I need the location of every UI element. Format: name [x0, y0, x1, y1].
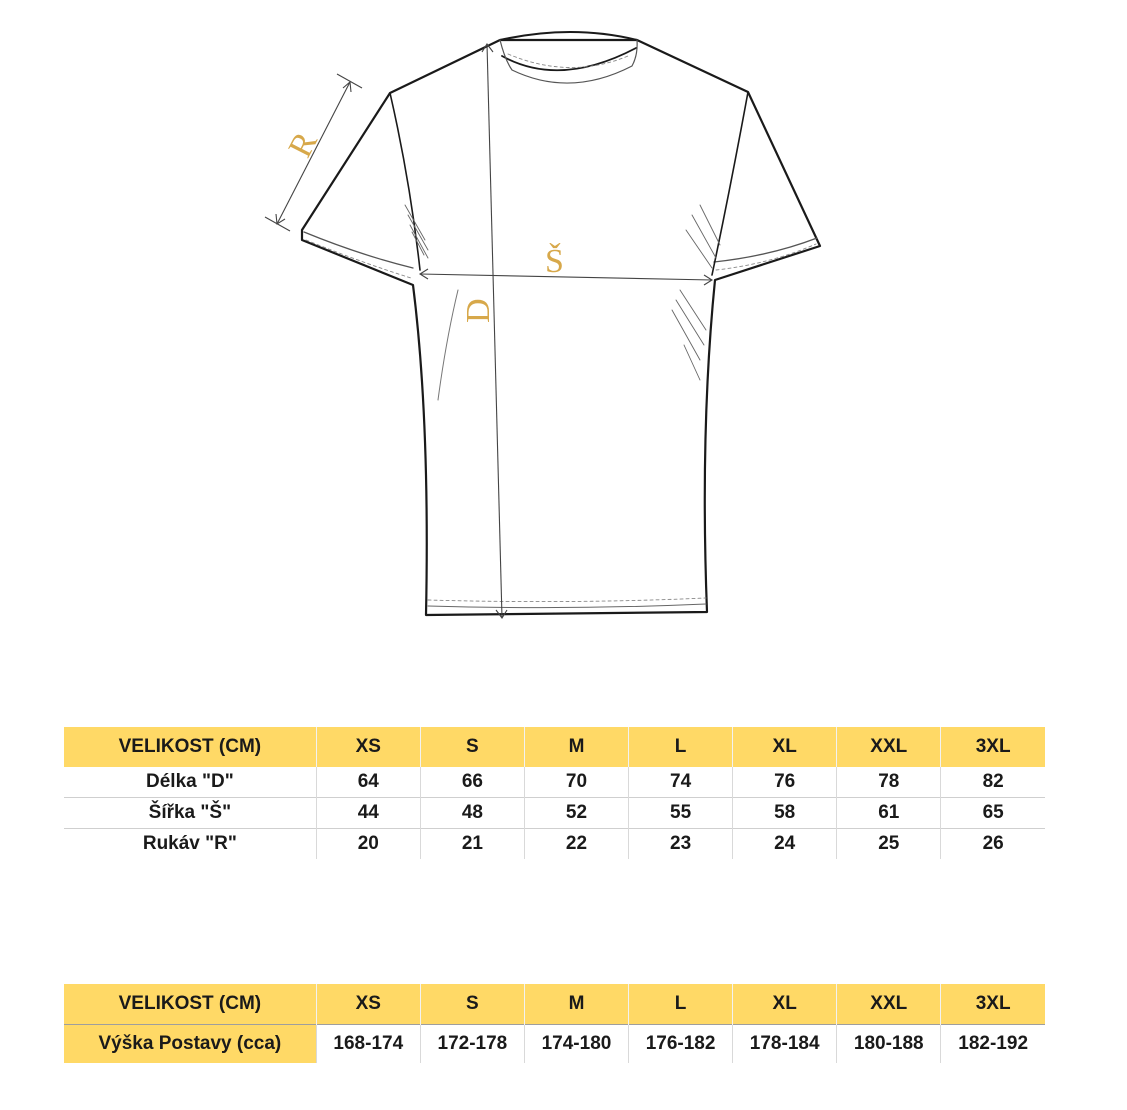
header-cell: XXL — [837, 984, 941, 1025]
table-cell: 176-182 — [629, 1025, 733, 1064]
table-cell: 21 — [420, 829, 524, 860]
table-cell: 76 — [733, 767, 837, 798]
table-cell: 25 — [837, 829, 941, 860]
table-cell: 66 — [420, 767, 524, 798]
table-cell: 22 — [524, 829, 628, 860]
table-cell: 64 — [316, 767, 420, 798]
table-cell: 24 — [733, 829, 837, 860]
sleeve-label: R — [281, 126, 325, 164]
table-cell: 78 — [837, 767, 941, 798]
length-label: D — [460, 298, 497, 323]
header-cell: VELIKOST (CM) — [64, 727, 316, 767]
table-cell: 52 — [524, 798, 628, 829]
height-header-row — [64, 984, 1045, 1025]
header-cell: L — [629, 984, 733, 1025]
width-measure-line — [420, 274, 712, 280]
table-cell: 26 — [941, 829, 1045, 860]
header-cell: S — [420, 984, 524, 1025]
collar — [500, 32, 637, 40]
measurements-table — [64, 727, 1045, 859]
header-cell: VELIKOST (CM) — [64, 984, 316, 1025]
measurements-header-row — [64, 727, 1045, 767]
header-cell: XXL — [837, 727, 941, 767]
table-cell: 178-184 — [733, 1025, 837, 1064]
width-label: Š — [545, 243, 564, 280]
table-cell: 58 — [733, 798, 837, 829]
table-row — [64, 1025, 1045, 1064]
table-cell: 44 — [316, 798, 420, 829]
table-cell: 23 — [629, 829, 733, 860]
header-cell: XS — [316, 984, 420, 1025]
table-cell: 172-178 — [420, 1025, 524, 1064]
header-cell: XL — [733, 984, 837, 1025]
table-cell: 168-174 — [316, 1025, 420, 1064]
table-cell: 20 — [316, 829, 420, 860]
header-cell: S — [420, 727, 524, 767]
header-cell: L — [629, 727, 733, 767]
table-cell: 74 — [629, 767, 733, 798]
table-row — [64, 829, 1045, 860]
row-label: Výška Postavy (cca) — [64, 1025, 316, 1064]
row-label: Šířka "Š" — [64, 798, 316, 829]
table-row — [64, 798, 1045, 829]
row-label: Rukáv "R" — [64, 829, 316, 860]
table-cell: 180-188 — [837, 1025, 941, 1064]
header-cell: M — [524, 984, 628, 1025]
table-cell: 61 — [837, 798, 941, 829]
table-cell: 48 — [420, 798, 524, 829]
header-cell: 3XL — [941, 727, 1045, 767]
header-cell: XS — [316, 727, 420, 767]
table-cell: 82 — [941, 767, 1045, 798]
length-measure-line — [487, 44, 502, 618]
table-row — [64, 767, 1045, 798]
table-cell: 174-180 — [524, 1025, 628, 1064]
row-label: Délka "D" — [146, 771, 234, 792]
header-cell: XL — [733, 727, 837, 767]
table-cell: 182-192 — [941, 1025, 1045, 1064]
height-table — [64, 984, 1045, 1063]
table-cell: 55 — [629, 798, 733, 829]
table-cell: 70 — [524, 767, 628, 798]
header-cell: M — [524, 727, 628, 767]
header-cell: 3XL — [941, 984, 1045, 1025]
table-cell: 65 — [941, 798, 1045, 829]
